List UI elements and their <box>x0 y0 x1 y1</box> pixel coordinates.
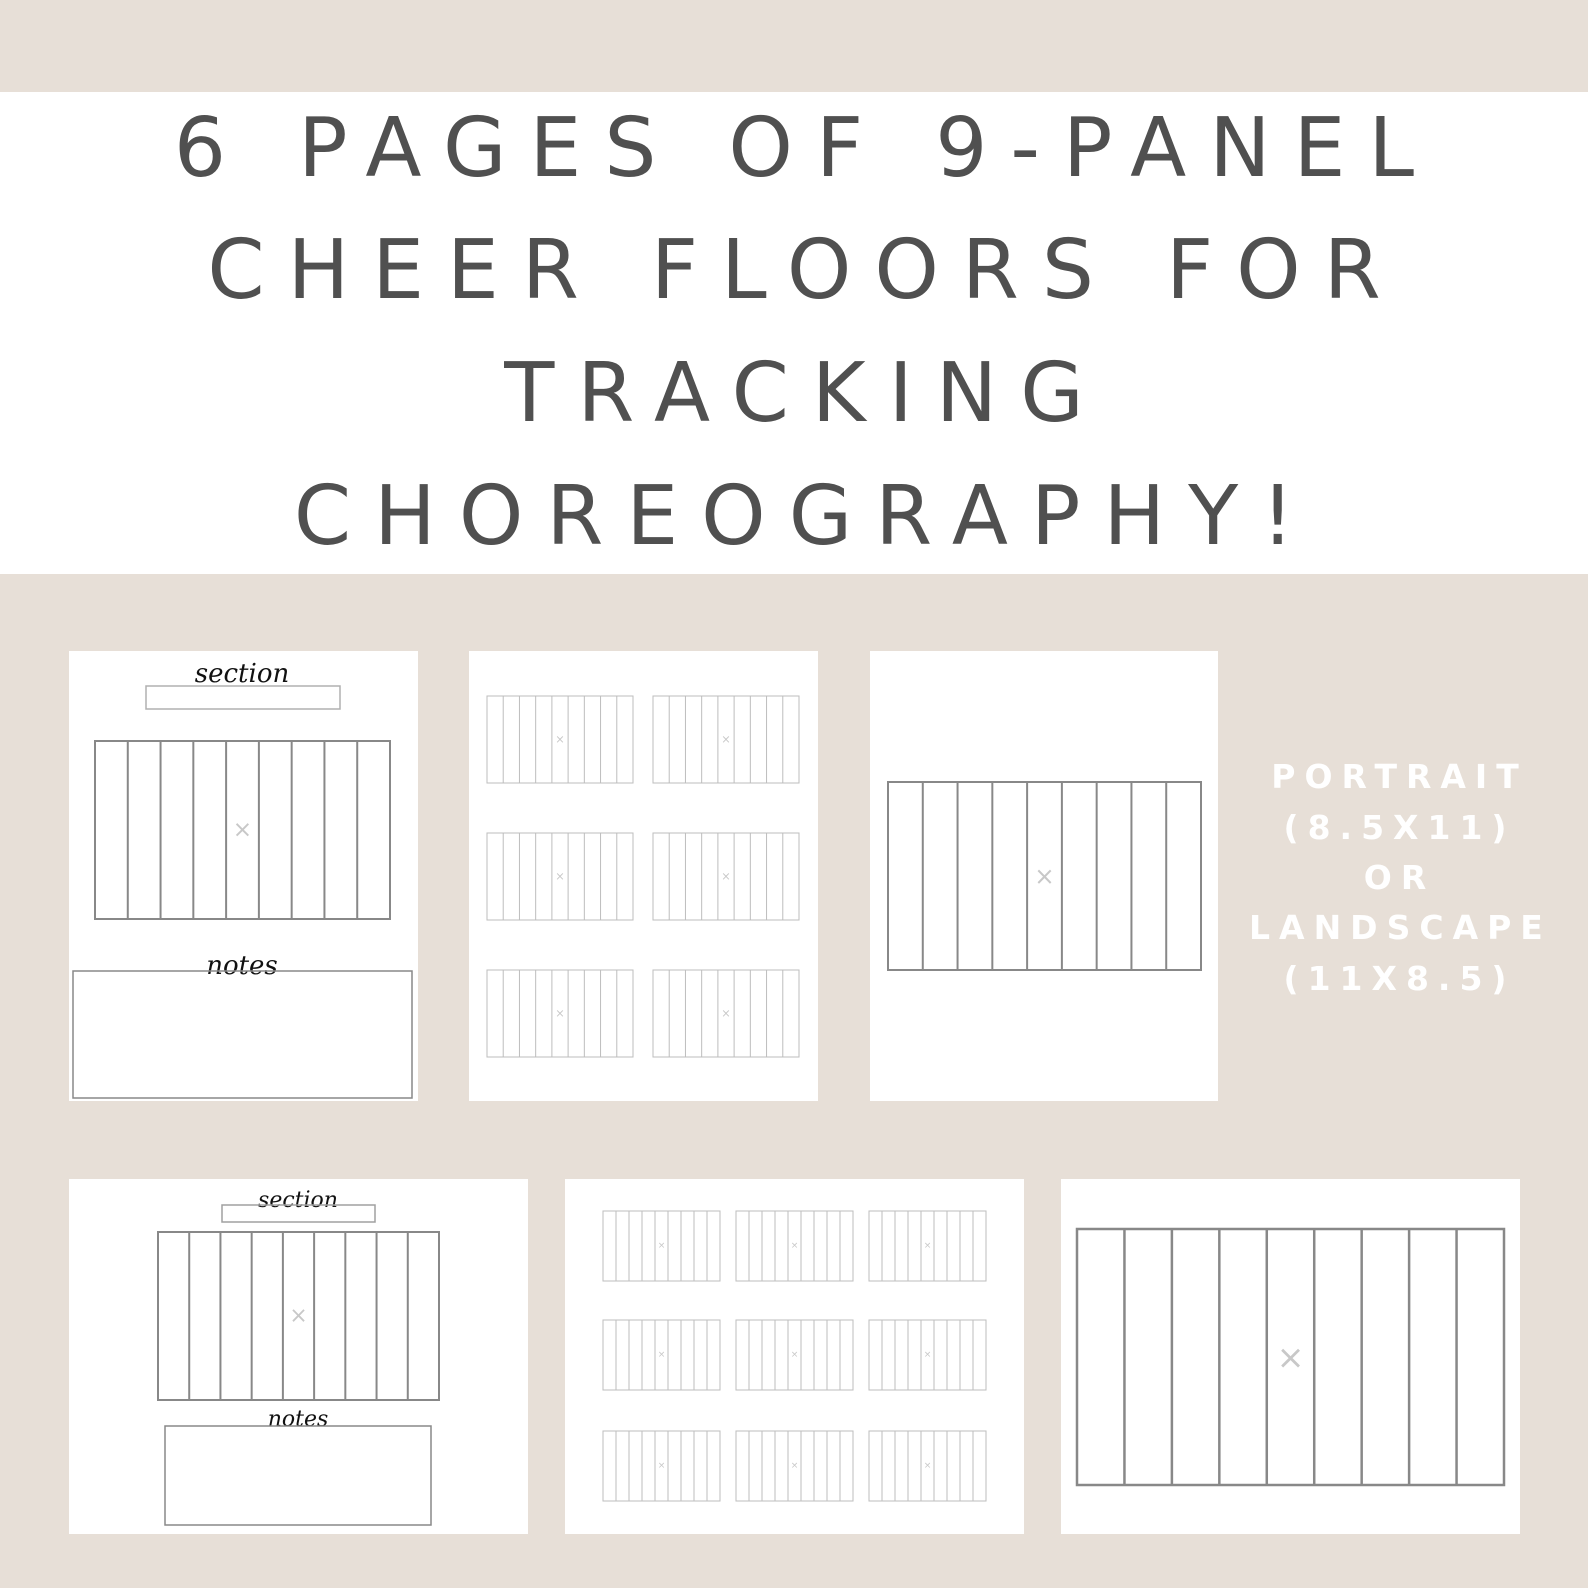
title-line-3: TRACKING <box>504 346 1107 441</box>
cheer-floor <box>736 1211 853 1281</box>
orientation-note-line-3: OR <box>1363 858 1436 897</box>
cheer-floor <box>158 1232 439 1400</box>
notes-label: notes <box>267 1407 329 1432</box>
center-mark: × <box>232 817 253 843</box>
cheer-floor <box>603 1431 720 1501</box>
orientation-note-line-2: (8.5X11) <box>1283 808 1516 847</box>
notes-box <box>165 1426 431 1525</box>
orientation-note-line-1: PORTRAIT <box>1271 757 1528 796</box>
center-mark: × <box>1034 861 1055 891</box>
landscape-page-nine-floors-drawing <box>565 1179 1024 1534</box>
section-box <box>146 686 340 709</box>
cheer-floor <box>653 833 799 920</box>
center-mark: × <box>657 1461 666 1471</box>
cheer-floor <box>736 1320 853 1390</box>
landscape-page-section-notes-drawing <box>69 1179 528 1534</box>
cheer-floor <box>869 1431 986 1501</box>
portrait-page-section-notes-drawing <box>69 651 418 1101</box>
center-mark: × <box>555 1007 565 1020</box>
cheer-floor <box>888 782 1201 970</box>
title-line-2: CHEER FLOORS FOR <box>207 223 1404 318</box>
center-mark: × <box>555 733 565 746</box>
center-mark: × <box>721 1007 731 1020</box>
center-mark: × <box>790 1461 799 1471</box>
landscape-page-nine-floors <box>565 1179 1024 1534</box>
notes-label: notes <box>206 951 278 981</box>
cheer-floor <box>487 696 633 783</box>
cheer-floor <box>1077 1229 1504 1485</box>
cheer-floor <box>603 1320 720 1390</box>
center-mark: × <box>790 1350 799 1360</box>
portrait-page-single-floor <box>870 651 1218 1101</box>
landscape-page-section-notes <box>69 1179 528 1534</box>
center-mark: × <box>289 1303 308 1329</box>
notes-box <box>73 971 412 1098</box>
cheer-floor <box>603 1211 720 1281</box>
cheer-floor <box>487 833 633 920</box>
center-mark: × <box>555 870 565 883</box>
cheer-floor <box>736 1431 853 1501</box>
title-line-1: 6 PAGES OF 9-PANEL <box>173 101 1438 196</box>
center-mark: × <box>657 1241 666 1251</box>
section-label: section <box>194 659 290 689</box>
cheer-floor <box>869 1320 986 1390</box>
center-mark: × <box>923 1350 932 1360</box>
center-mark: × <box>721 733 731 746</box>
portrait-page-section-notes <box>69 651 418 1101</box>
portrait-page-six-floors <box>469 651 818 1101</box>
orientation-note-line-4: LANDSCAPE <box>1249 908 1552 947</box>
cheer-floor <box>653 696 799 783</box>
center-mark: × <box>657 1350 666 1360</box>
cheer-floor <box>95 741 390 919</box>
landscape-page-single-floor <box>1061 1179 1520 1534</box>
portrait-page-single-floor-drawing <box>870 651 1218 1101</box>
portrait-page-six-floors-drawing <box>469 651 818 1101</box>
cheer-floor <box>487 970 633 1057</box>
orientation-note-line-5: (11X8.5) <box>1283 959 1516 998</box>
center-mark: × <box>923 1241 932 1251</box>
center-mark: × <box>790 1241 799 1251</box>
section-label: section <box>258 1188 338 1213</box>
title-line-4: CHOREOGRAPHY! <box>293 469 1318 564</box>
landscape-page-single-floor-drawing <box>1061 1179 1520 1534</box>
center-mark: × <box>923 1461 932 1471</box>
cheer-floor <box>869 1211 986 1281</box>
center-mark: × <box>1276 1337 1305 1377</box>
center-mark: × <box>721 870 731 883</box>
cheer-floor <box>653 970 799 1057</box>
